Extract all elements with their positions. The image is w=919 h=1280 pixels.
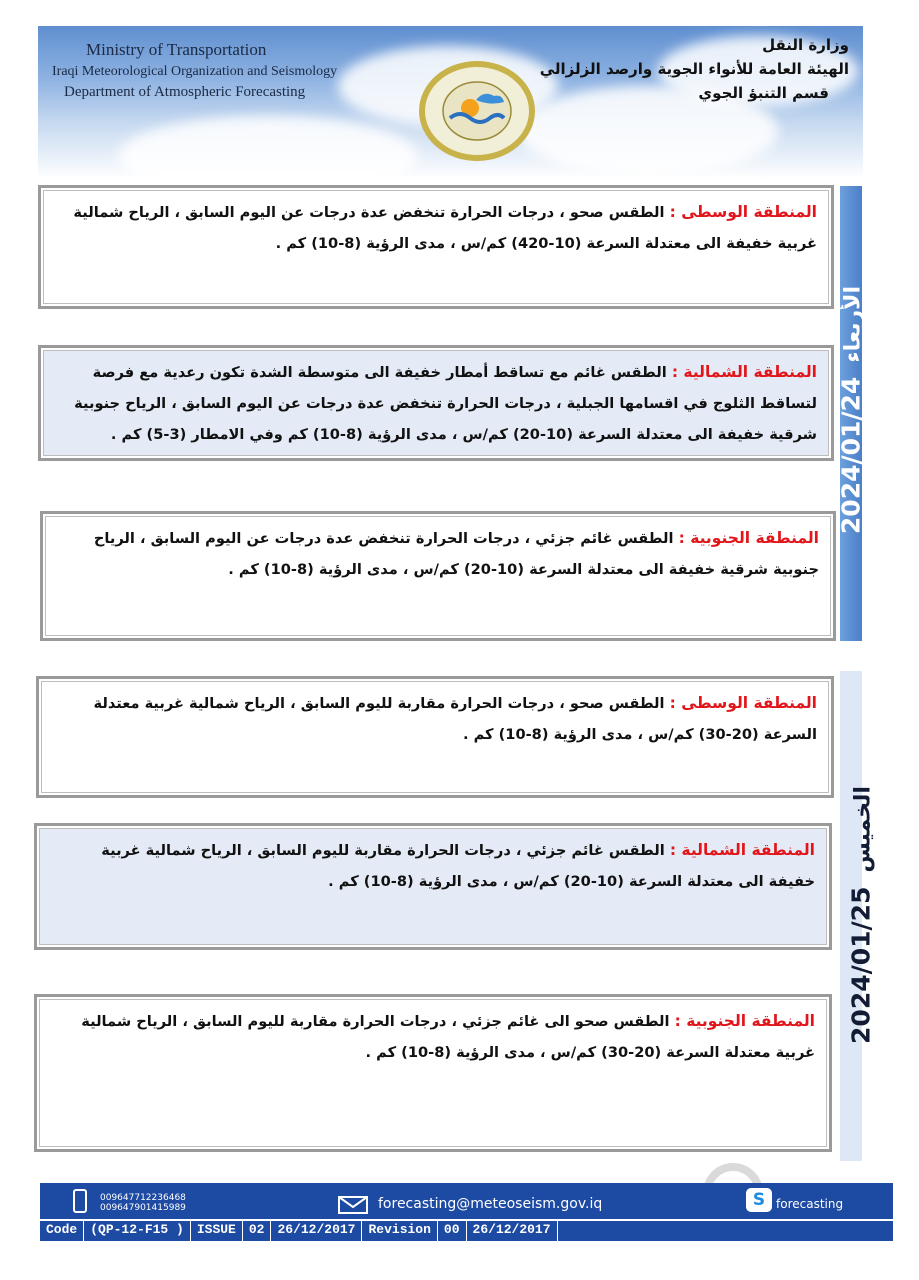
arabic-letterhead <box>540 36 849 102</box>
ministry-name-en: Ministry of Transportation <box>86 40 267 59</box>
code-value: (QP-12-F15 ) <box>84 1221 191 1241</box>
region-label: المنطقة الجنوبية : <box>674 1012 815 1030</box>
issue-value: 02 <box>243 1221 272 1241</box>
document-code-bar <box>40 1219 893 1241</box>
organization-name-ar: الهيئة العامة للأنواء الجوية وارصد الزلزالي <box>539 60 849 78</box>
iraqi-meteorological-seal-icon <box>412 56 542 166</box>
day-label-thursday <box>847 786 876 1044</box>
day-date: 2024/01/25 <box>846 886 876 1044</box>
phone-number-1: 009647712236468 <box>100 1193 186 1203</box>
forecast-central-day1 <box>38 185 834 309</box>
phone-number-2: 009647901415989 <box>100 1203 186 1213</box>
forecast-text: الطقس صحو ، درجات الحرارة مقاربة لليوم السابق ، الرياح شمالية غربية معتدلة السرعة (20-30) كم/س ، مدى الرؤية (8-10) كم . <box>93 695 817 743</box>
email-link[interactable]: forecasting@meteoseism.gov.iq <box>378 1196 603 1212</box>
ministry-name-ar: وزارة النقل <box>762 36 849 54</box>
forecast-text: الطقس غائم جزئي ، درجات الحرارة تنخفض عدة درجات عن اليوم السابق ، الرياح جنوبية شرقية خفيفة الى معتدلة السرعة (10-20) كم/س ، مدى الرؤية (8-10) كم . <box>93 530 819 578</box>
region-label: المنطقة الشمالية : <box>671 363 817 381</box>
english-letterhead <box>52 40 337 101</box>
region-label: المنطقة الجنوبية : <box>678 529 819 547</box>
forecast-north-day2 <box>34 823 832 950</box>
region-label: المنطقة الوسطى : <box>669 694 817 712</box>
skype-handle[interactable]: forecasting <box>776 1197 844 1211</box>
forecast-text: الطقس صحو ، درجات الحرارة تنخفض عدة درجات عن اليوم السابق ، الرياح شمالية غربية خفيفة الى معتدلة السرعة (10-420) كم/س ، مدى الرؤية (8-10) كم . <box>73 204 817 252</box>
day-name: الخميس <box>850 786 876 873</box>
forecast-text: الطقس صحو الى غائم جزئي ، درجات الحرارة مقاربة لليوم السابق ، الرياح شمالية غربية معتدلة السرعة (20-30) كم/س ، مدى الرؤية (8-10) كم . <box>81 1013 815 1061</box>
forecast-central-day2 <box>36 676 834 798</box>
phone-numbers <box>100 1193 186 1213</box>
day-date: 2024/01/24 <box>836 376 866 535</box>
forecast-text: الطقس غائم جزئي ، درجات الحرارة مقاربة لليوم السابق ، الرياح شمالية غربية خفيفة الى معتدلة السرعة (10-20) كم/س ، مدى الرؤية (8-10) كم . <box>101 842 815 890</box>
forecast-north-day1 <box>38 345 834 461</box>
day-label-wednesday <box>837 286 866 534</box>
region-label: المنطقة الوسطى : <box>669 203 817 221</box>
code-label: Code <box>40 1221 84 1241</box>
issue-label: ISSUE <box>191 1221 243 1241</box>
organization-name-en: Iraqi Meteorological Organization and Seismology <box>52 64 338 79</box>
forecast-south-day1 <box>40 511 836 641</box>
letterhead-banner <box>38 26 863 179</box>
department-name-ar: قسم التنبؤ الجوي <box>698 84 829 102</box>
envelope-icon <box>338 1196 368 1214</box>
region-label: المنطقة الشمالية : <box>669 841 815 859</box>
revision-date: 26/12/2017 <box>467 1221 558 1241</box>
mobile-phone-icon <box>73 1189 87 1213</box>
day-name: الأربعاء <box>840 285 866 363</box>
revision-value: 00 <box>438 1221 467 1241</box>
skype-icon: S <box>746 1188 772 1212</box>
revision-label: Revision <box>362 1221 437 1241</box>
forecast-text: الطقس غائم مع تساقط أمطار خفيفة الى متوسطة الشدة تكون رعدية مع فرصة لتساقط الثلوج في اقسامها الجبلية ، درجات الحرارة تنخفض عدة درجات عن اليوم السابق ، الرياح جنوبية شرقية خفيفة الى معتدلة السرعة (10-20) كم/س ، مدى الرؤية (8-10) كم وفي الامطار (3-5) كم . <box>74 364 817 443</box>
department-name-en: Department of Atmospheric Forecasting <box>64 84 306 100</box>
forecast-south-day2 <box>34 994 832 1152</box>
issue-date: 26/12/2017 <box>271 1221 362 1241</box>
